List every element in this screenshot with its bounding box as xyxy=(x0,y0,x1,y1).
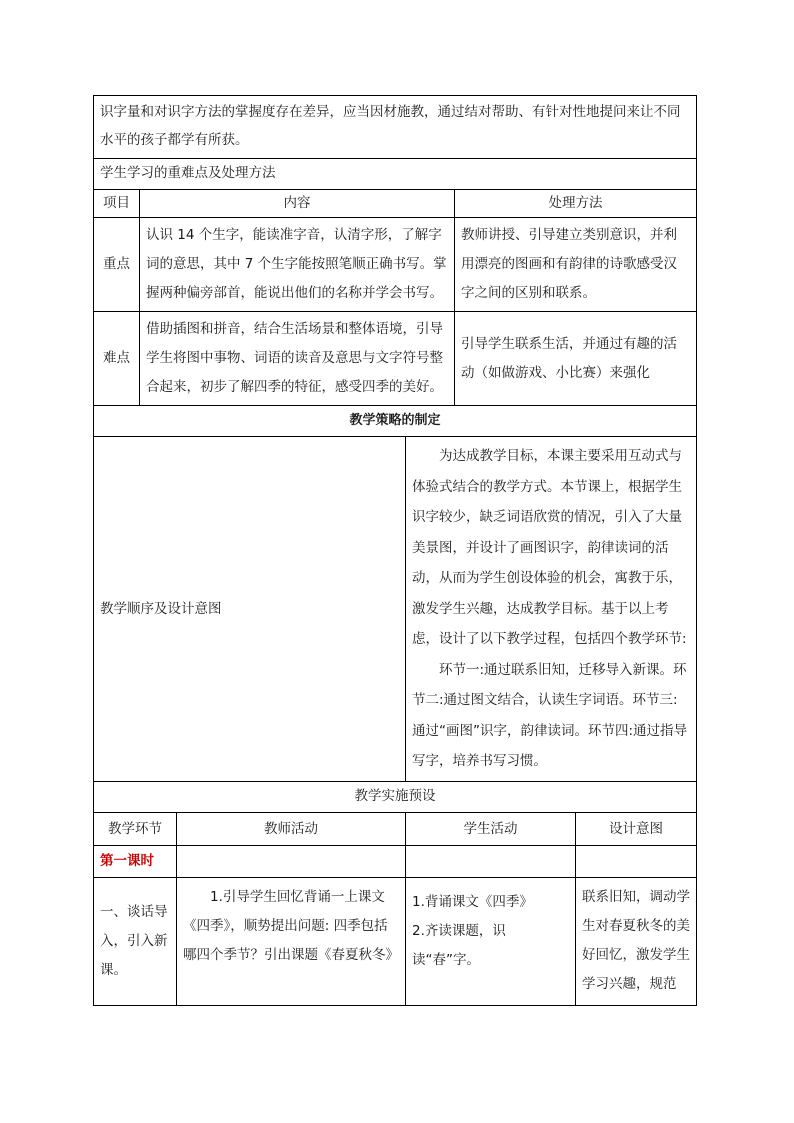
difficulty-title-row xyxy=(93,159,697,190)
header-method: 处理方法 xyxy=(454,190,696,217)
intro-row xyxy=(93,95,697,159)
header-student: 学生活动 xyxy=(405,813,575,845)
stage-one-intent: 联系旧知，调动学生对春夏秋冬的美好回忆，激发学生学习兴趣，规范 xyxy=(575,878,696,1005)
lesson-intent-empty xyxy=(575,846,696,877)
stage-one-teacher xyxy=(176,878,405,1005)
stage-one-student-line-2: 2.齐读课题，识读“春”字。 xyxy=(412,923,506,968)
lesson-student-empty xyxy=(405,846,575,877)
stage-one-teacher-text: 1.引导学生回忆背诵一上课文《四季》，顺势提出问题: 四季包括哪四个季节？引出课题《春夏秋冬》 xyxy=(183,889,399,963)
implementation-title: 教学实施预设 xyxy=(354,788,436,804)
strategy-body-row xyxy=(93,437,697,782)
keypoint-content: 认识 14 个生字，能读准字音，认清字形，了解字词的意思，其中 7 个生字能按照笔顺正确书写。掌握两种偏旁部首，能说出他们的名称并学会书写。 xyxy=(139,218,454,311)
strategy-paragraph-2: 环节一:通过联系旧知，迁移导入新课。环节二:通过图文结合，认读生字词语。环节三:通过“画图”识字，韵律读词。环节四:通过指导写字，培养书写习惯。 xyxy=(412,661,688,769)
difficulty-title: 学生学习的重难点及处理方法 xyxy=(100,165,276,181)
difficult-label: 难点 xyxy=(103,350,130,366)
header-stage: 教学环节 xyxy=(108,820,162,837)
intro-text: 识字量和对识字方法的掌握度存在差异，应当因材施教，通过结对帮助、有针对性地提问来让不同水平的孩子都学有所获。 xyxy=(100,104,681,148)
strategy-title-row xyxy=(93,406,697,437)
strategy-paragraph-1: 为达成教学目标，本课主要采用互动式与体验式结合的教学方式。本节课上，根据学生识字较少，缺乏词语欣赏的情况，引入了大量美景图，并设计了画图识字，韵律读词的活动，从而为学生创设体验的机会，寓教于乐，激发学生兴趣，达成教学目标。基于以上考虑，设计了以下教学过程，包括四个教学环节: xyxy=(412,448,687,647)
strategy-title: 教学策略的制定 xyxy=(349,413,441,428)
strategy-label: 教学顺序及设计意图 xyxy=(100,600,222,617)
implementation-header-row xyxy=(93,813,697,846)
difficult-row xyxy=(93,312,697,406)
keypoint-method: 教师讲授、引导建立类别意识，并利用漂亮的图画和有韵律的诗歌感受汉字之间的区别和联系。 xyxy=(454,218,696,311)
header-item: 项目 xyxy=(103,195,130,211)
lesson-label-row xyxy=(93,846,697,878)
implementation-title-row xyxy=(93,782,697,813)
difficult-method: 引导学生联系生活，并通过有趣的活动（如做游戏、小比赛）来强化 xyxy=(454,312,696,405)
header-intent: 设计意图 xyxy=(575,813,696,845)
header-content: 内容 xyxy=(139,190,454,217)
difficulty-header-row xyxy=(93,190,697,218)
stage-one-student-line-1: 1.背诵课文《四季》 xyxy=(412,894,533,910)
keypoint-label: 重点 xyxy=(103,256,130,272)
strategy-text xyxy=(405,437,696,781)
lesson-label: 第一课时 xyxy=(100,853,154,869)
stage-one-student xyxy=(405,878,575,1005)
header-teacher: 教师活动 xyxy=(176,813,405,845)
keypoint-row xyxy=(93,218,697,312)
stage-one-label: 一、谈话导入，引入新课。 xyxy=(100,904,168,978)
difficult-content: 借助插图和拼音，结合生活场景和整体语境，引导学生将图中事物、词语的读音及意思与文字符号整合起来，初步了解四季的特征，感受四季的美好。 xyxy=(139,312,454,405)
lesson-teacher-empty xyxy=(176,846,405,877)
stage-one-row xyxy=(93,878,697,1006)
lesson-plan-page xyxy=(93,95,697,1006)
